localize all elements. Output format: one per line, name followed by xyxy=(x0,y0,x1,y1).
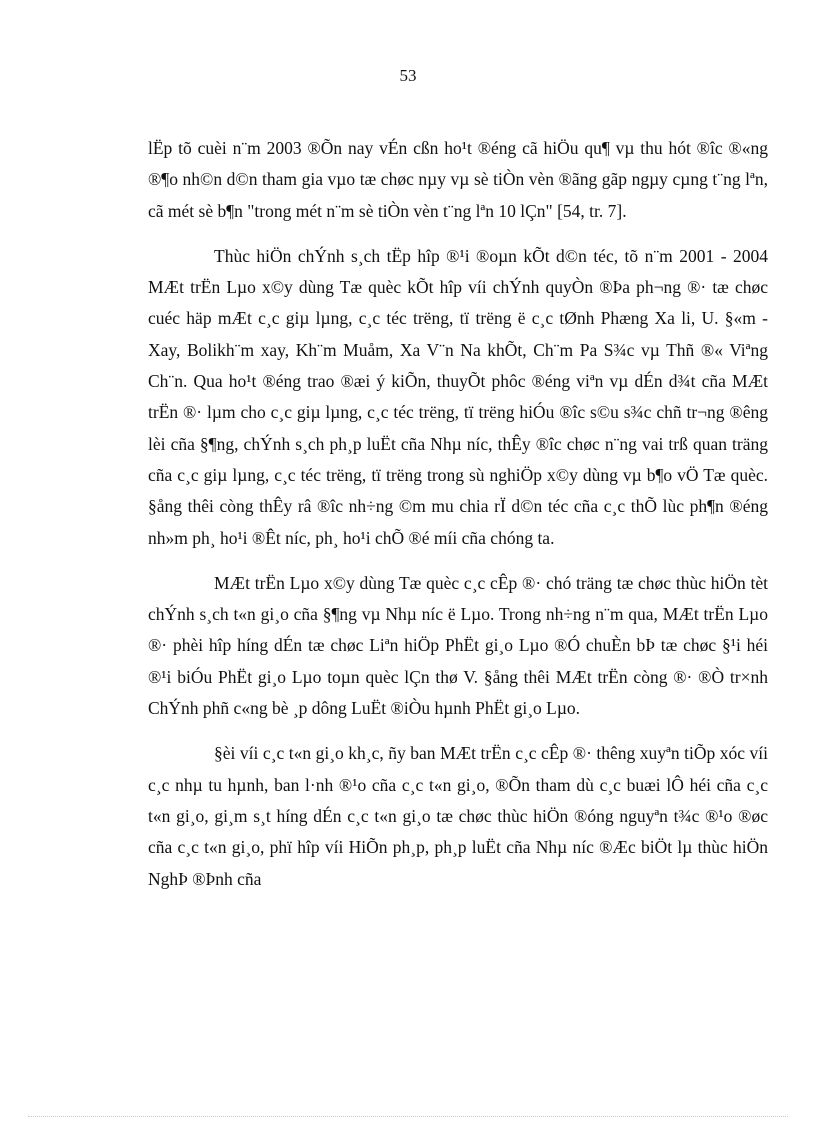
footer-divider xyxy=(28,1116,788,1117)
page-number: 53 xyxy=(399,66,417,85)
body-text xyxy=(148,133,768,909)
paragraph-other-religions: §èi víi c¸c t«n gi¸o kh¸c, ñy ban MÆt trËn c¸c cÊp ®· thêng xuyªn tiÕp xóc víi c¸c nhµ tu hµnh, ban l·nh ®¹o cña c¸c t«n gi¸o, ®Õn tham dù c¸c buæi lÔ héi cña c¸c t«n gi¸o, gi¸m s¸t híng dÉn c¸c t«n gi¸o tæ chøc thùc hiÖn ®óng nguyªn t¾c ®¹o ®øc cña c¸c t«n gi¸o, phï hîp víi HiÕn ph¸p, ph¸p luËt cña Nhµ níc ®Æc biÖt lµ thùc hiÖn NghÞ ®Þnh cña xyxy=(148,743,768,889)
paragraph-continuation: lËp tõ cuèi n¨m 2003 ®Õn nay vÉn cßn ho¹t ®éng cã hiÖu qu¶ vµ thu hót ®îc ®«ng ®¶o nh©n d©n tham gia vµo tæ chøc nµy vµ sè tiÒn vèn ®ãng gãp ngµy cµng t¨ng lªn, cã mét sè b¶n "trong mét n¨m sè tiÒn vèn t¨ng lªn 10 lÇn" [54, tr. 7]. xyxy=(148,138,768,221)
paragraph-religion-policy: MÆt trËn Lµo x©y dùng Tæ quèc c¸c cÊp ®· chó träng tæ chøc thùc hiÖn tèt chÝnh s¸ch t«n gi¸o cña §¶ng vµ Nhµ níc ë Lµo. Trong nh÷ng n¨m qua, MÆt trËn Lµo ®· phèi hîp híng dÉn tæ chøc Liªn hiÖp PhËt gi¸o Lµo ®Ó chuÈn bÞ tæ chøc §¹i héi ®¹i biÓu PhËt gi¸o Lµo toµn quèc lÇn thø V. §ång thêi MÆt trËn còng ®· ®Ò tr×nh ChÝnh phñ c«ng bè ¸p dông LuËt ®iÒu hµnh PhËt gi¸o Lµo. xyxy=(148,572,768,719)
paragraph-national-unity: Thùc hiÖn chÝnh s¸ch tËp hîp ®¹i ®oµn kÕt d©n téc, tõ n¨m 2001 - 2004 MÆt trËn Lµo x©y dùng Tæ quèc kÕt hîp víi chÝnh quyÒn ®Þa ph¬ng ®· tæ chøc cuéc häp mÆt c¸c giµ lµng, c¸c téc trëng, tï trëng ë c¸c tØnh Phæng Xa li, U. §«m - Xay, Bolikh¨m xay, Kh¨m Muåm, Xa V¨n Na khÕt, Ch¨m Pa S¾c vµ Thñ ®« Viªng Ch¨n. Qua ho¹t ®éng trao ®æi ý kiÕn, thuyÕt phôc ®éng viªn vµ dÉn d¾t cña MÆt trËn ®· lµm cho c¸c giµ lµng, c¸c téc trëng, tï trëng hiÓu ®îc s©u s¾c chñ tr¬ng ®êng lèi cña §¶ng, chÝnh s¸ch ph¸p luËt cña Nhµ níc, thÊy ®îc chøc n¨ng vai trß quan träng cña c¸c giµ lµng, c¸c téc trëng, tï trëng trong sù nghiÖp x©y dùng vµ b¶o vÖ Tæ quèc. §ång thêi còng thÊy râ ®îc nh÷ng ©m mu chia rÏ d©n téc cña c¸c thÕ lùc ph¶n ®éng nh»m ph¸ ho¹i ®Êt níc, ph¸ ho¹i chÕ ®é míi cña chóng ta. xyxy=(148,245,768,548)
